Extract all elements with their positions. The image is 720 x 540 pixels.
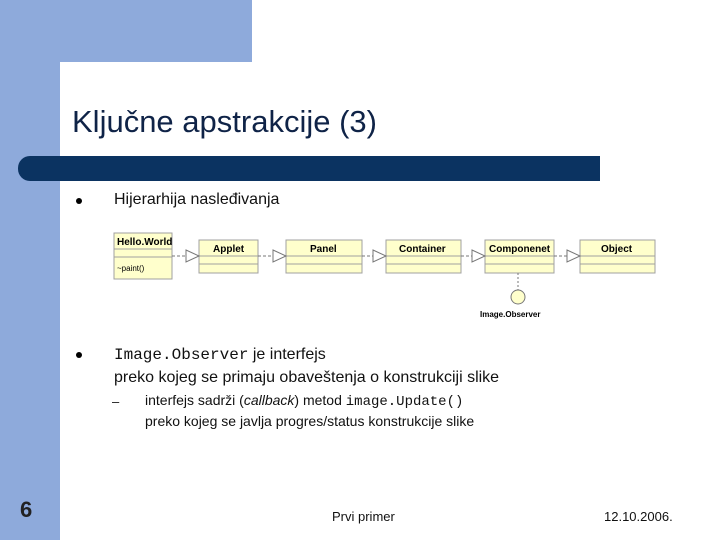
inheritance-arrow-container-componenet xyxy=(461,250,485,262)
bullet2-text: je interfejs xyxy=(248,346,326,363)
inheritance-arrow-helloworld-applet xyxy=(172,250,199,262)
class-name-object: Object xyxy=(601,244,633,255)
bullet2-line2: preko kojeg se primaju obaveštenja o konstrukciji slike xyxy=(114,369,500,386)
class-name-container: Container xyxy=(399,244,446,255)
sub-text-callback: callback xyxy=(243,392,295,408)
class-box-componenet xyxy=(485,240,554,273)
inheritance-arrow-panel-container xyxy=(362,250,386,262)
sub-text-2: ) metod xyxy=(294,392,346,408)
code-image-update: image.Update() xyxy=(345,394,464,410)
class-box-hello-world xyxy=(114,233,172,279)
class-name-componenet: Componenet xyxy=(489,244,551,255)
interface-name-image-observer: Image.Observer xyxy=(480,310,541,319)
sub-bullet-line2: preko kojeg se javlja progres/status konstrukcije slike xyxy=(145,413,475,429)
inheritance-arrow-applet-panel xyxy=(258,250,286,262)
code-image-observer: Image.Observer xyxy=(114,346,249,364)
inheritance-arrow-componenet-object xyxy=(554,250,580,262)
page-number: 6 xyxy=(20,497,33,522)
class-box-applet xyxy=(199,240,258,273)
class-box-object xyxy=(580,240,655,273)
interface-image-observer xyxy=(480,273,540,319)
bullet-dot xyxy=(76,352,82,358)
class-box-panel xyxy=(286,240,362,273)
sub-bullet-dash: – xyxy=(112,394,120,409)
footer-date: 12.10.2006. xyxy=(604,509,673,524)
bullet-inheritance-hierarchy: Hijerarhija nasleđivanja xyxy=(114,191,280,208)
sub-text-1: interfejs sadrži ( xyxy=(145,392,244,408)
class-box-container xyxy=(386,240,461,273)
operation-paint: ~paint() xyxy=(117,264,145,273)
class-name-hello-world: Hello.World xyxy=(117,237,173,248)
slide-title: Ključne apstrakcije (3) xyxy=(72,104,377,139)
sub-bullet-line1 xyxy=(145,392,463,410)
bullet-image-observer xyxy=(114,346,326,364)
class-name-applet: Applet xyxy=(213,244,245,255)
class-name-panel: Panel xyxy=(310,244,337,255)
footer-title: Prvi primer xyxy=(332,509,395,524)
